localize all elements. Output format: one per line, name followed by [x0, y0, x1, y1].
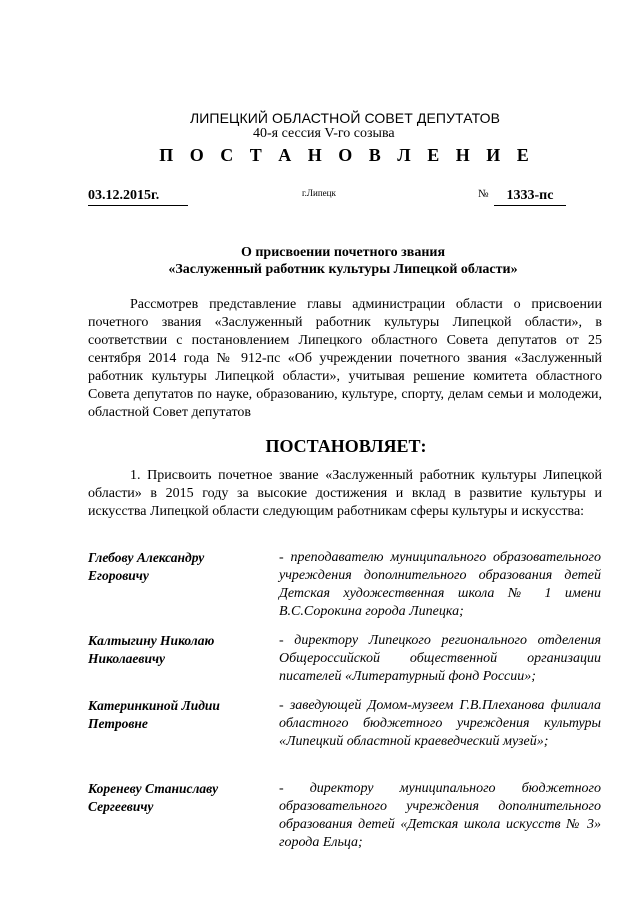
resolves-heading: ПОСТАНОВЛЯЕТ:	[265, 436, 427, 456]
awardee-name: Кореневу Станиславу Сергеевичу	[88, 781, 219, 814]
awardee-name: Катеринкиной Лидии Петровне	[88, 698, 220, 731]
document-title	[88, 244, 598, 278]
document-date: 03.12.2015г.	[88, 188, 188, 206]
clause-1-paragraph: 1. Присвоить почетное звание «Заслуженный работник культуры Липецкой области» в 2015 году за высокие достижения и вклад в развитие культуры и искусства Липецкой области следующим работникам сферы культуры и искусства:	[88, 468, 602, 519]
document-type: П О С Т А Н О В Л Е Н И Е	[159, 145, 535, 165]
awardee-position: - заведующей Домом-музеем Г.В.Плеханова филиала областного бюджетного учреждения культуры «Липецкий областной краеведческий музей»;	[279, 698, 601, 749]
awardee-name: Калтыгину Николаю Николаевичу	[88, 633, 215, 666]
document-city: г.Липецк	[302, 188, 336, 198]
number-sign: №	[478, 188, 489, 200]
session-line: 40-я сессия V-го созыва	[253, 126, 395, 141]
awardee-name: Глебову Александру Егоровичу	[88, 550, 205, 583]
title-line-2: «Заслуженный работник культуры Липецкой области»	[168, 262, 518, 277]
awardee-position: - преподавателю муниципального образовательного учреждения дополнительного образования детей Детская художественная школа № 1 имени В.С.Сорокина города Липецка;	[279, 550, 601, 619]
document-number: 1333-пс	[494, 188, 566, 206]
awardee-position: - директору муниципального бюджетного образовательного учреждения дополнительного образования детей «Детская школа искусств № 3» города Ельца;	[279, 781, 601, 850]
preamble-paragraph: Рассмотрев представление главы администрации области о присвоении почетного звания «Заслуженный работник культуры Липецкой области», в соответствии с постановлением Липецкого областного Совета депутатов от 25 сентября 2014 года № 912-пс «Об учреждении почетного звания «Заслуженный работник культуры Липецкой области», учитывая решение комитета областного Совета депутатов по науке, образованию, культуре, спорту, делам семьи и молодежи, областной Совет депутатов	[88, 297, 602, 420]
council-name: ЛИПЕЦКИЙ ОБЛАСТНОЙ СОВЕТ ДЕПУТАТОВ	[189, 110, 501, 126]
awardee-position: - директору Липецкого регионального отделения Общероссийской общественной организации писателей «Литературный фонд России»;	[279, 633, 601, 684]
title-line-1: О присвоении почетного звания	[240, 245, 446, 260]
